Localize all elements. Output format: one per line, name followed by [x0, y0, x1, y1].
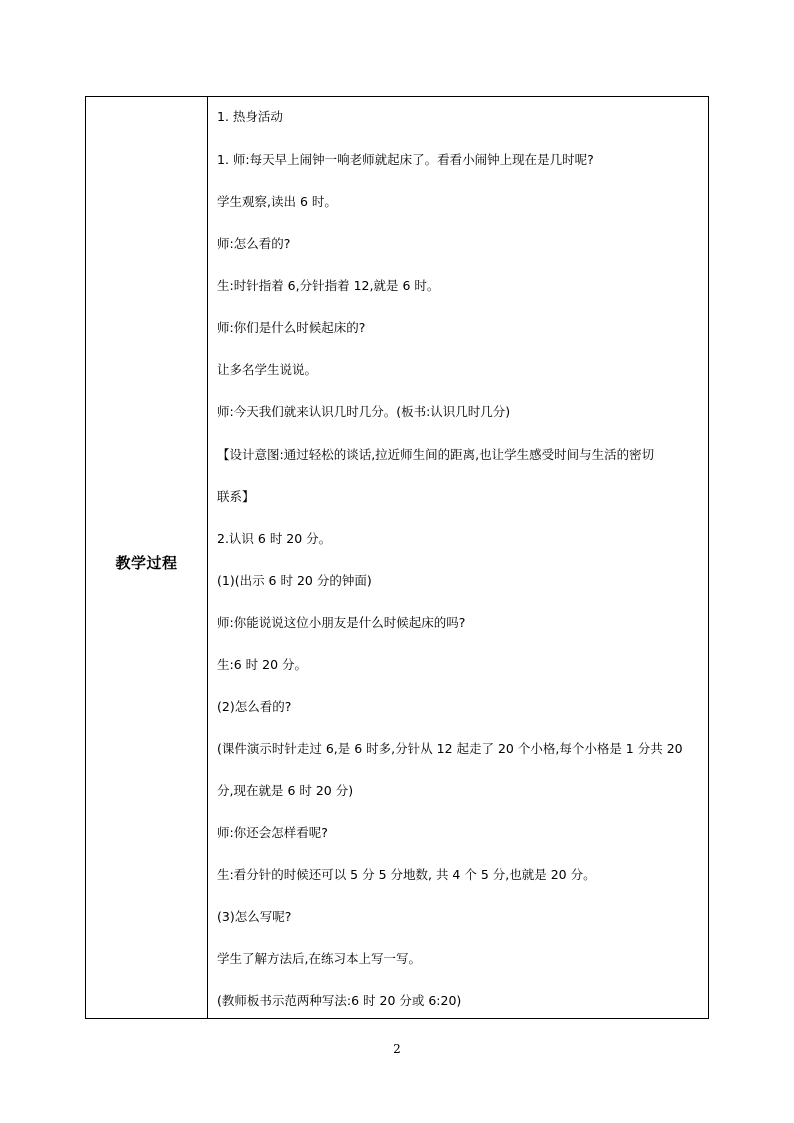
content-line: 【设计意图:通过轻松的谈话,拉近师生间的距离,也让学生感受时间与生活的密切 — [217, 447, 655, 462]
content-line: 师:今天我们就来认识几时几分。(板书:认识几时几分) — [217, 404, 511, 419]
content-line: (教师板书示范两种写法:6 时 20 分或 6:20) — [217, 993, 462, 1008]
content-line: 学生了解方法后,在练习本上写一写。 — [217, 951, 421, 966]
page-number: 2 — [393, 1042, 401, 1056]
content-line: 让多名学生说说。 — [217, 362, 318, 377]
content-line: 联系】 — [217, 489, 255, 504]
content-line: (课件演示时针走过 6,是 6 时多,分针从 12 起走了 20 个小格,每个小格是 1 分共 20 — [217, 741, 683, 756]
content-line: 1. 热身活动 — [217, 109, 283, 124]
content-line: 生:看分针的时候还可以 5 分 5 分地数, 共 4 个 5 分,也就是 20 分。 — [217, 867, 596, 882]
lesson-table — [85, 96, 709, 1019]
content-line: (1)(出示 6 时 20 分的钟面) — [217, 573, 372, 588]
content-line: 师:你还会怎样看呢? — [217, 825, 328, 840]
content-line: (2)怎么看的? — [217, 699, 292, 714]
content-line: 生:6 时 20 分。 — [217, 657, 307, 672]
content-line: 学生观察,读出 6 时。 — [217, 194, 337, 209]
content-line: 分,现在就是 6 时 20 分) — [217, 783, 354, 798]
section-label: 教学过程 — [115, 554, 178, 572]
content-line: 师:你能说说这位小朋友是什么时候起床的吗? — [217, 615, 466, 630]
content-line: (3)怎么写呢? — [217, 909, 292, 924]
content-line: 2.认识 6 时 20 分。 — [217, 531, 332, 546]
content-line: 1. 师:每天早上闹钟一响老师就起床了。看看小闹钟上现在是几时呢? — [217, 152, 594, 167]
section-content-cell — [208, 97, 708, 1018]
content-line: 生:时针指着 6,分针指着 12,就是 6 时。 — [217, 278, 440, 293]
content-line: 师:你们是什么时候起床的? — [217, 320, 366, 335]
content-line: 师:怎么看的? — [217, 236, 291, 251]
section-label-cell — [86, 97, 208, 1018]
